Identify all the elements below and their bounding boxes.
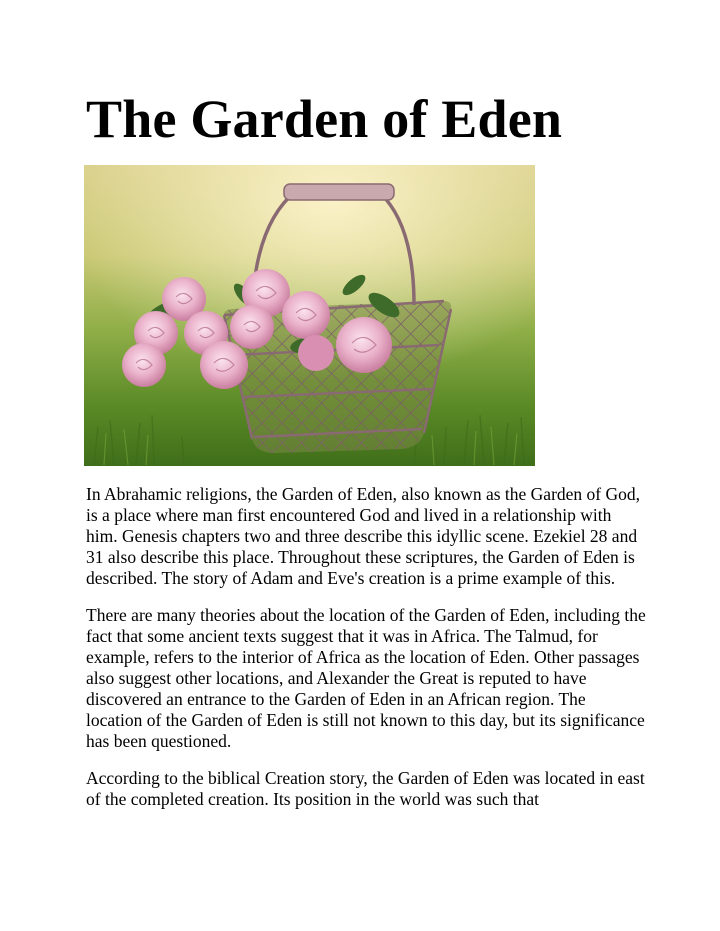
page-title: The Garden of Eden [86, 89, 563, 149]
rose-basket-photo [84, 165, 535, 466]
paragraph-1: In Abrahamic religions, the Garden of Eden, also known as the Garden of God, is a place where man first encountered God and lived in a relationship with him. Genesis chapters two and three describe this idyllic scene. Ezekiel 28 and 31 also describe this place. Throughout these scriptures, the Garden of Eden is described. The story of Adam and Eve's creation is a prime example of this. [86, 484, 641, 588]
paragraph-2: There are many theories about the location of the Garden of Eden, including the fact that some ancient texts suggest that it was in Africa. The Talmud, for example, refers to the interior of Africa as the location of Eden. Other passages also suggest other locations, and Alexander the Great is reputed to have discovered an entrance to the Garden of Eden in an African region. The location of the Garden of Eden is still not known to this day, but its significance has been questioned. [86, 605, 646, 751]
paragraph-3: According to the biblical Creation story, the Garden of Eden was located in east of the completed creation. Its position in the world was such that [86, 768, 645, 809]
rose-basket-illustration [84, 165, 535, 466]
article-body [86, 484, 646, 826]
